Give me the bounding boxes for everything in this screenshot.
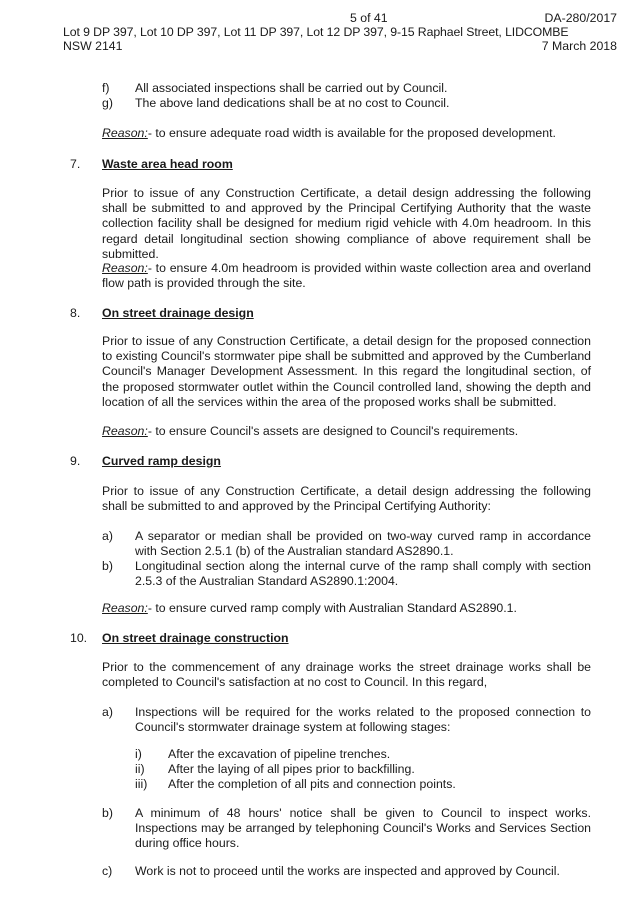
list-item-text: Inspections will be required for the works related to the proposed connection to Council's stormwater drainage system at following stages: — [135, 705, 591, 735]
section-body: Prior to issue of any Construction Certificate, a detail design for the proposed connection to existing Council's stormwater pipe shall be submitted and approved by the Cumberland Council's Manager Development Assessment. In this regard the longitudinal section, of the proposed stormwater outlet within the Council controlled land, showing the depth and location of all the services within the area of the proposed works shall be submitted. — [102, 334, 591, 409]
reason-label: Reason: — [102, 261, 148, 275]
section-heading: On street drainage construction — [102, 631, 289, 645]
address-line-2: NSW 2141 — [63, 39, 123, 53]
list-item-text: A separator or median shall be provided on two-way curved ramp in accordance with Section 2.5.1 (b) of the Australian standard AS2890.1. — [135, 529, 591, 559]
section-heading: On street drainage design — [102, 306, 254, 320]
section-number: 8. — [70, 306, 81, 320]
reason-text: - to ensure Council's assets are designed to Council's requirements. — [147, 424, 519, 438]
reason — [102, 126, 556, 141]
section-body: Prior to the commencement of any drainage works the street drainage works shall be completed to Council's satisfaction at no cost to Council. In this regard, — [102, 660, 591, 690]
sub-list-item-label: i) — [135, 747, 142, 761]
reason-label: Reason: — [102, 424, 148, 438]
list-item-label: c) — [102, 864, 113, 878]
list-item-label: a) — [102, 705, 113, 719]
reason-text: - to ensure curved ramp comply with Australian Standard AS2890.1. — [147, 601, 517, 615]
list-item-text: A minimum of 48 hours' notice shall be given to Council to inspect works. Inspections may be arranged by telephoning Council's Works and Services Section during office hours. — [135, 806, 591, 851]
reference-number: DA-280/2017 — [544, 11, 617, 25]
reason-label: Reason: — [102, 126, 148, 140]
section-body: Prior to issue of any Construction Certificate, a detail design addressing the following shall be submitted to and approved by the Principal Certifying Authority: — [102, 484, 591, 514]
list-item-text: The above land dedications shall be at no cost to Council. — [135, 96, 450, 110]
list-item-label: a) — [102, 529, 113, 543]
section-number: 10. — [70, 631, 88, 645]
list-item-label: b) — [102, 559, 113, 573]
sub-list-item-text: After the laying of all pipes prior to backfilling. — [168, 762, 415, 776]
list-item-label: f) — [102, 81, 110, 95]
reason — [102, 601, 517, 616]
list-item-text: Longitudinal section along the internal curve of the ramp shall comply with section 2.5.3 of the Australian Standard AS2890.1:2004. — [135, 559, 591, 589]
sub-list-item-label: ii) — [135, 762, 145, 776]
reason-text: - to ensure adequate road width is available for the proposed development. — [147, 126, 556, 140]
section-number: 7. — [70, 157, 81, 171]
document-date: 7 March 2018 — [541, 39, 617, 53]
reason-label: Reason: — [102, 601, 148, 615]
address-line-1: Lot 9 DP 397, Lot 10 DP 397, Lot 11 DP 397, Lot 12 DP 397, 9-15 Raphael Street, LIDCOMBE — [63, 25, 569, 39]
sub-list-item-text: After the completion of all pits and connection points. — [168, 777, 456, 791]
section-heading: Waste area head room — [102, 157, 233, 171]
reason — [102, 261, 591, 291]
sub-list-item-text: After the excavation of pipeline trenches. — [168, 747, 391, 761]
section-heading: Curved ramp design — [102, 454, 221, 468]
reason — [102, 424, 518, 439]
list-item-label: g) — [102, 96, 113, 110]
section-body: Prior to issue of any Construction Certificate, a detail design addressing the following shall be submitted to and approved by the Principal Certifying Authority that the waste collection facility shall be designed for medium rigid vehicle with 4.0m headroom. In this regard detail longitudinal section showing compliance of above requirement shall be submitted. — [102, 186, 591, 261]
section-number: 9. — [70, 454, 81, 468]
page-number: 5 of 41 — [350, 11, 388, 25]
list-item-text: Work is not to proceed until the works are inspected and approved by Council. — [135, 864, 560, 878]
list-item-text: All associated inspections shall be carried out by Council. — [135, 81, 448, 95]
list-item-label: b) — [102, 806, 113, 820]
reason-text: - to ensure 4.0m headroom is provided within waste collection area and overland flow path is provided through the site. — [102, 261, 591, 291]
sub-list-item-label: iii) — [135, 777, 148, 791]
